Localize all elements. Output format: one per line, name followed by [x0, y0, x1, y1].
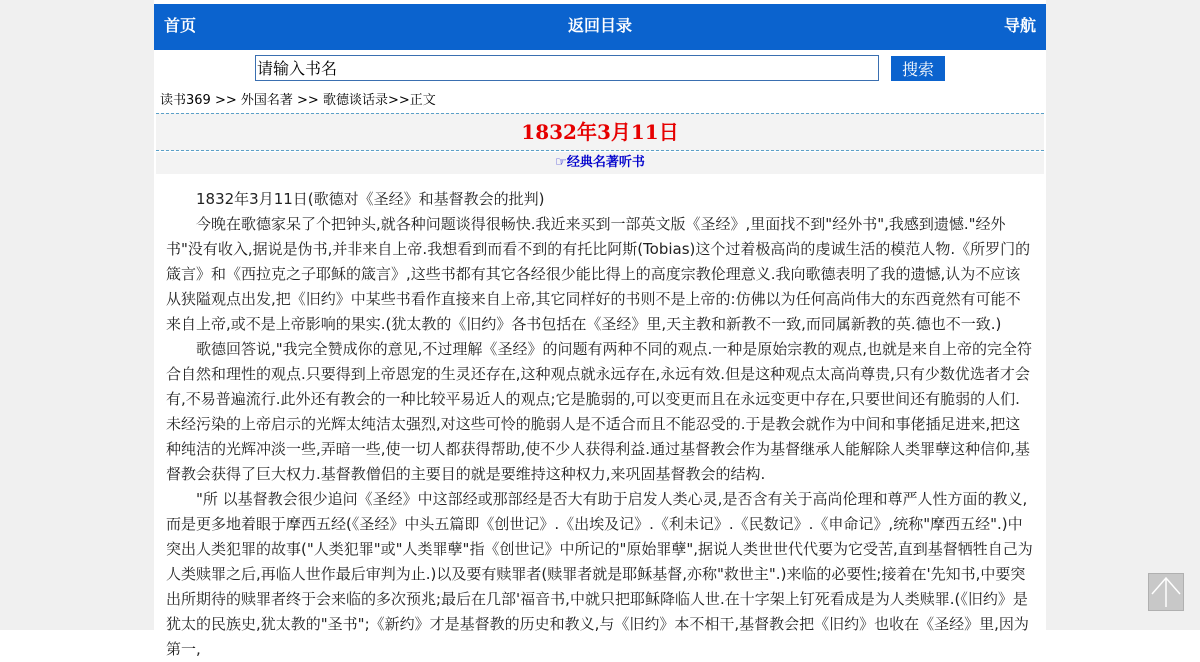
search-input[interactable]: [255, 55, 879, 81]
breadcrumb-book-link[interactable]: 歌德谈话录: [322, 93, 388, 108]
left-gutter: [0, 0, 154, 630]
breadcrumb-separator: >>: [292, 93, 323, 108]
article-paragraph: 歌德回答说,"我完全赞成你的意见,不过理解《圣经》的问题有两种不同的观点.一种是原始宗教的观点,也就是来自上帝的完全符合自然和理性的观点.只要得到上帝恩宠的生灵还存在,这种观点就永远存在,永远有效.但是这种观点太高尚尊贵,只有少数优选者才会有,不易普遍流行.此外还有教会的一种比较平易近人的观点;它是脆弱的,可以变更而且在永远变更中存在,只要世间还有脆弱的人们.未经污染的上帝启示的光辉太纯洁太强烈,对这些可怜的脆弱人是不适合而且不能忍受的.于是教会就作为中间和事佬插足进来,把这种纯洁的光辉冲淡一些,弄暗一些,使一切人都获得帮助,使不少人获得利益.通过基督教会作为基督继承人能解除人类罪孽这种信仰,基督教会获得了巨大权力.基督教僧侣的主要目的就是要维持这种权力,来巩固基督教会的结构.: [166, 340, 1032, 483]
breadcrumb-category-link[interactable]: 外国名著: [240, 93, 293, 108]
nav-toc-link[interactable]: 返回目录: [567, 16, 632, 35]
search-bar: [154, 50, 1046, 88]
audio-bar: [156, 152, 1044, 174]
search-button[interactable]: 搜索: [891, 56, 945, 81]
article-content: [166, 187, 1034, 662]
breadcrumb: [160, 89, 436, 109]
article-paragraph: 1832年3月11日(歌德对《圣经》和基督教会的批判): [196, 190, 545, 208]
breadcrumb-separator: >>: [210, 93, 241, 108]
nav-guide-link[interactable]: 导航: [1003, 16, 1036, 35]
breadcrumb-current: 正文: [409, 93, 436, 108]
top-nav-bar: [154, 4, 1046, 50]
title-box: [156, 113, 1044, 151]
right-gutter: [1046, 0, 1200, 630]
page-container: [154, 0, 1046, 658]
article-paragraph: "所 以基督教会很少追问《圣经》中这部经或那部经是否大有助于启发人类心灵,是否含有关于高尚伦理和尊严人性方面的教义,而是更多地着眼于摩西五经(《圣经》中头五篇即《创世记》.《出埃及记》.《利未记》.《民数记》.《申命记》,统称"摩西五经".)中突出人类犯罪的故事("人类犯罪"或"人类罪孽"指《创世记》中所记的"原始罪孽",据说人类世世代代要为它受苦,直到基督牺牲自己为人类赎罪之后,再临人世作最后审判为止.)以及要有赎罪者(赎罪者就是耶稣基督,亦称"救世主".)来临的必要性;接着在'先知书,中要突出所期待的赎罪者终于会来临的多次预兆;最后在几部'福音书,中就只把耶稣降临人世.在十字架上钉死看成是为人类赎罪.(《旧约》是犹太的民族史,犹太教的"圣书";《新约》才是基督教的历史和教义,与《旧约》本不相干,基督教会把《旧约》也收在《圣经》里,因为第一,: [166, 490, 1033, 658]
breadcrumb-site-link[interactable]: 读书369: [160, 93, 211, 108]
arrow-up-icon: [1149, 574, 1183, 610]
audio-book-link[interactable]: ☞经典名著听书: [555, 155, 645, 170]
article-paragraph: 今晚在歌德家呆了个把钟头,就各种问题谈得很畅快.我近来买到一部英文版《圣经》,里面找不到"经外书",我感到遗憾."经外书"没有收入,据说是伪书,并非来自上帝.我想看到而看不到的有托比阿斯(Tobias)这个过着极高尚的虔诚生活的模范人物.《所罗门的箴言》和《西拉克之子耶稣的箴言》,这些书都有其它各经很少能比得上的高度宗教伦理意义.我向歌德表明了我的遗憾,认为不应该从狭隘观点出发,把《旧约》中某些书看作直接来自上帝,其它同样好的书则不是上帝的:仿佛以为任何高尚伟大的东西竟然有可能不来自上帝,或不是上帝影响的果实.(犹太教的《旧约》各书包括在《圣经》里,天主教和新教不一致,而同属新教的英.德也不一致.): [166, 215, 1031, 333]
nav-home-link[interactable]: 首页: [164, 16, 197, 35]
back-to-top-button[interactable]: [1148, 573, 1184, 611]
page-title: 1832年3月11日: [521, 120, 679, 144]
breadcrumb-separator: >>: [387, 93, 410, 108]
